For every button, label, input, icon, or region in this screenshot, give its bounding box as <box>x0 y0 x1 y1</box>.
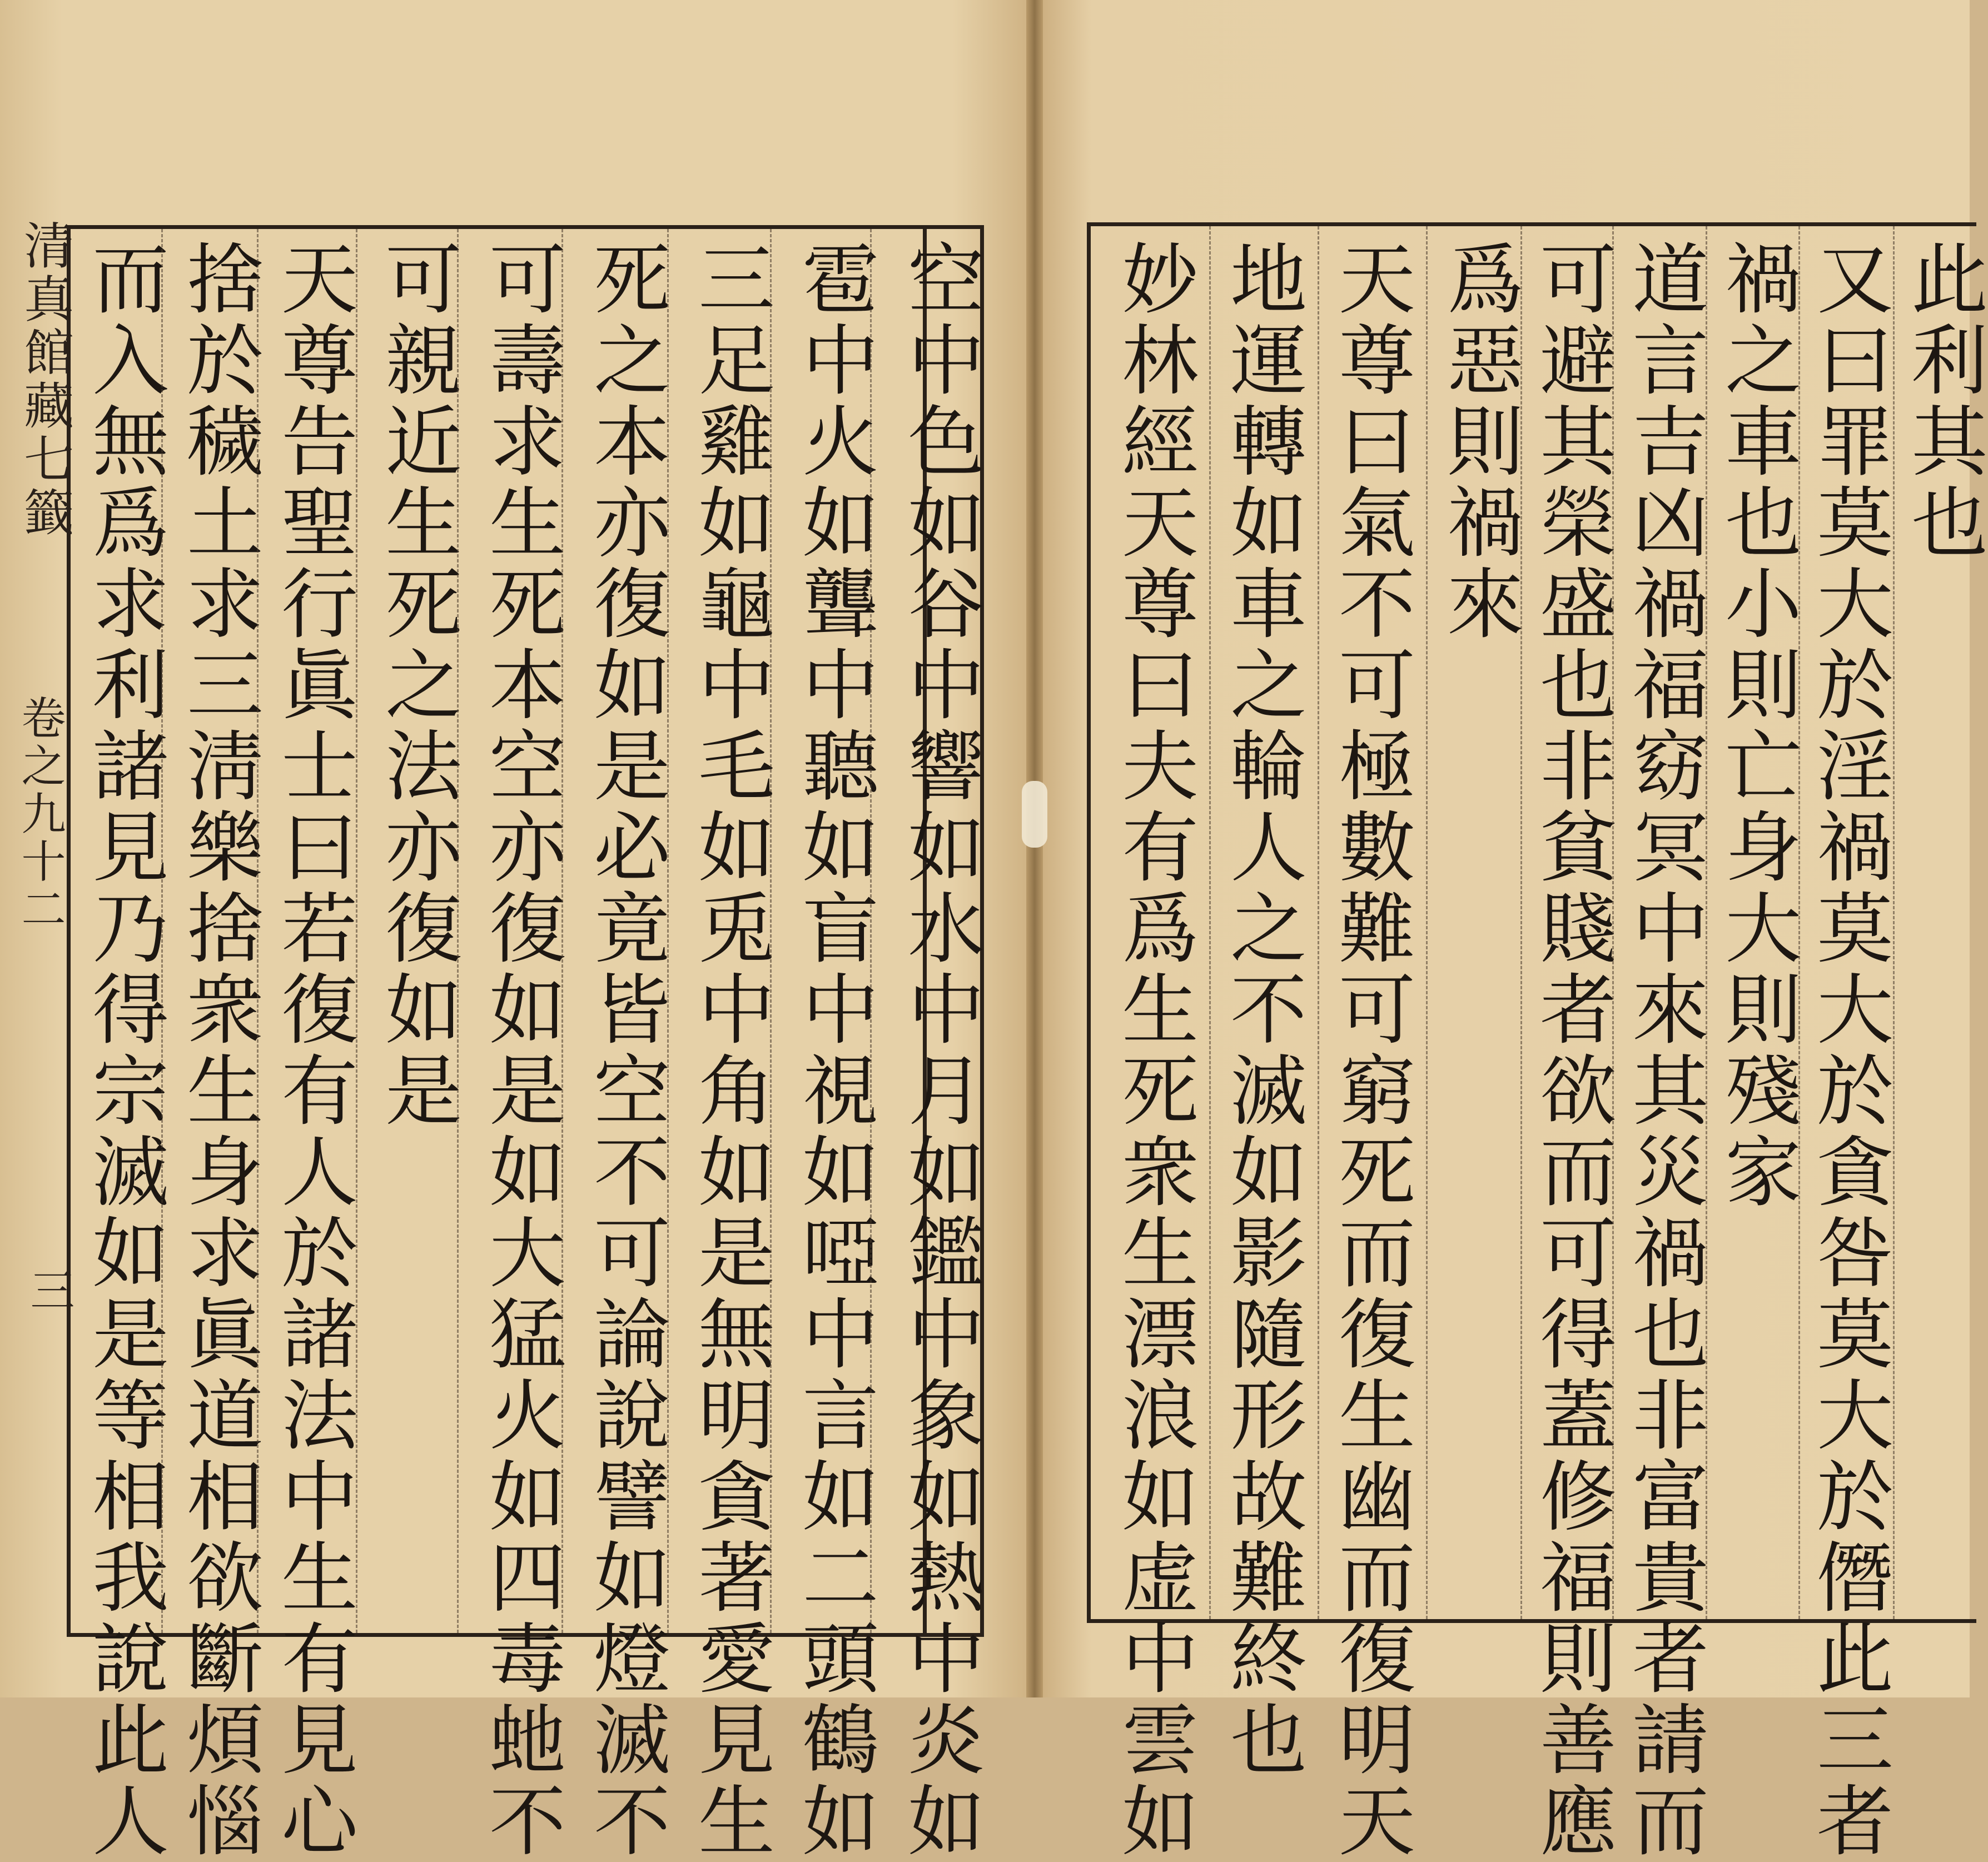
left-column-7: 天尊告聖行眞士曰若復有人於諸法中生有見心 <box>269 239 358 1862</box>
right-rule <box>1893 226 1895 1619</box>
left-column-3: 三足雞如龜中毛如兎中角如是無明貪著愛見生 <box>685 239 775 1862</box>
binding-thread <box>1022 781 1047 848</box>
left-column-6: 可親近生死之法亦復如是 <box>372 239 462 1132</box>
folio-number: 三 <box>23 1267 74 1312</box>
left-rule <box>770 229 772 1633</box>
right-column-1: 此利其也 <box>1898 239 1988 564</box>
right-column-5: 可避其榮盛也非貧賤者欲而可得蓋修福則善應 <box>1527 239 1617 1862</box>
left-rule <box>870 229 872 1633</box>
left-rule <box>561 229 563 1633</box>
right-column-8: 地運轉如車之輪人之不滅如影隨形故難終也 <box>1217 239 1307 1781</box>
left-column-4: 死之本亦復如是必竟皆空不可論說譬如燈滅不 <box>581 239 670 1862</box>
margin-volume: 卷之九十二 <box>14 695 66 934</box>
right-rule <box>1318 226 1319 1619</box>
left-column-9: 而入無爲求利諸見乃得宗滅如是等相我說此人 <box>79 239 169 1862</box>
left-rule <box>257 229 259 1633</box>
right-rule <box>1209 226 1211 1619</box>
left-column-2: 雹中火如聾中聽如盲中視如啞中言如二頭鶴如 <box>789 239 879 1862</box>
margin-title: 清真館藏七籤 <box>15 220 73 540</box>
left-rule <box>667 229 669 1633</box>
right-rule <box>1426 226 1428 1619</box>
right-column-9: 妙林經天尊曰夫有爲生死衆生漂浪如虚中雲如 <box>1109 239 1199 1862</box>
right-rule <box>1706 226 1707 1619</box>
right-rule <box>1520 226 1522 1619</box>
right-rule <box>1798 226 1800 1619</box>
right-column-4: 道言吉凶禍福窈冥中來其災禍也非富貴者請而 <box>1619 239 1709 1862</box>
right-column-6: 爲惡則禍來 <box>1434 239 1524 645</box>
left-rule <box>457 229 459 1633</box>
right-column-7: 天尊曰氣不可極數難可窮死而復生幽而復明天 <box>1326 239 1415 1862</box>
right-rule <box>1612 226 1614 1619</box>
right-column-2: 又曰罪莫大於淫禍莫大於貪咎莫大於僭此三者 <box>1804 239 1893 1862</box>
right-column-3: 禍之車也小則亡身大則殘家 <box>1712 239 1802 1213</box>
book-gutter <box>1026 0 1043 1697</box>
left-rule <box>356 229 357 1633</box>
left-column-8: 捨於穢土求三淸樂捨衆生身求眞道相欲斷煩惱 <box>174 239 264 1862</box>
left-column-1: 空中色如谷中響如水中月如鑑中象如熱中炎如 <box>895 239 985 1862</box>
left-column-5: 可壽求生死本空亦復如是如大猛火如四毒虵不 <box>476 239 566 1862</box>
left-rule <box>161 229 163 1633</box>
